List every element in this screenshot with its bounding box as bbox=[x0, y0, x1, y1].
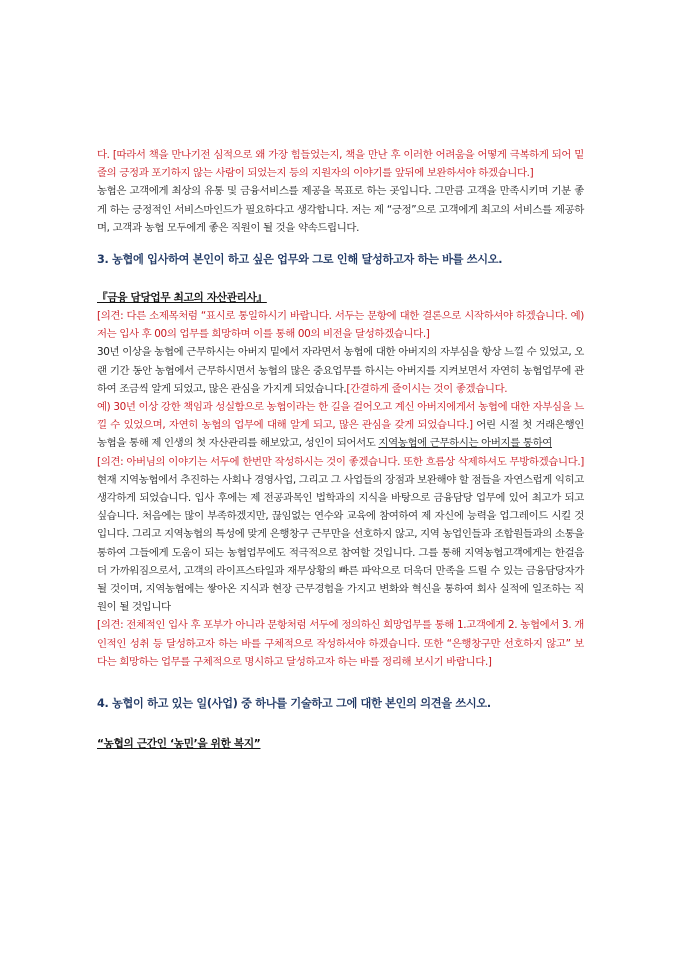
body-paragraph bbox=[97, 453, 584, 617]
reviewer-comment: 다. [따라서 책을 만나기전 심적으로 왜 가장 힘들었는지, 책을 만난 후 이러한 어려움을 어떻게 극복하게 되어 밑줄의 긍정과 포기하지 않는 사람이 되었는지 등의 지원자의 이야기를 앞뒤에 보완하셔야 하겠습니다.] bbox=[97, 149, 584, 180]
reviewer-comment-inline: [의견: 아버님의 이야기는 서두에 한번만 작성하시는 것이 좋겠습니다. 또한 흐름상 삭제하셔도 무방하겠습니다.] bbox=[97, 455, 584, 468]
body-text: 현재 지역농협에서 추진하는 사회나 경영사업, 그리고 그 사업들의 장점과 보완해야 할 점들을 자연스럽게 익히고 생각하게 되었습니다. 입사 후에는 제 전공과목인 법학과의 지식을 바탕으로 금융담당 업무에 있어 최고가 되고 싶습니다. 처음에는 많이 부족하겠지만, 끊임없는 연수와 교육에 참여하여 제 자신에 능력을 업그레이드 시킬 것 입니다. 그리고 지역농협의 특성에 맞게 은행창구 근무만을 선호하지 않고, 지역 농업인들과 조합원들과의 소통을 통하여 그들에게 도움이 되는 농협업무에도 적극적으로 참여할 것입니다. 그를 통해 지역농협고객에게는 한걸음 더 가까워짐으로서, 고객의 라이프스타일과 재무상황의 빠른 파악으로 더욱더 만족을 드릴 수 있는 금융담당자가 될 것이며, 지역농협에는 쌓아온 지식과 현장 근무경험을 가지고 변화와 혁신을 통하여 회사 실적에 일조하는 직원이 될 것입니다 bbox=[97, 473, 584, 614]
reviewer-comment-inline: 예) 30년 이상 강한 책임과 성실함으로 농협이라는 한 길을 걸어오고 계신 아버지에게서 농협에 대한 자부심을 느낄 수 있었으며, 자연히 농협의 업무에 대해 알게 되고, 많은 관심을 갖게 되었습니다.] bbox=[97, 401, 584, 432]
reviewer-comment: [의견: 다른 소제목처럼 “표시로 통일하시기 바랍니다. 서두는 문항에 대한 결론으로 시작하셔야 하겠습니다. 예) 저는 입사 후 00의 업무를 희망하며 이를 통해 00의 비전을 달성하겠습니다.] bbox=[97, 310, 584, 341]
body-paragraph bbox=[97, 398, 584, 453]
underlined-text: 지역농협에 근무하시는 아버지를 통하여 bbox=[378, 437, 552, 450]
body-text: 어린 시절 첫 거래은행인 농협을 통해 제 인생의 첫 자산관리를 해보았고, 성인이 되어서도 bbox=[97, 419, 584, 450]
body-text: 30년 이상을 농협에 근무하시는 아버지 밑에서 자라면서 농협에 대한 아버지의 자부심을 항상 느낄 수 있었고, 오랜 기간 동안 농협에서 근무하시면서 농협의 많은 중요업무를 하시는 아버지를 지켜보면서 자연히 농협업무에 관하여 조금씩 알게 되었고, 많은 관심을 가지게 되었습니다. bbox=[97, 346, 584, 395]
question-heading-4: 4. 농협이 하고 있는 일(사업) 중 하나를 기술하고 그에 대한 본인의 의견을 쓰시오. bbox=[97, 697, 491, 711]
question-heading-3: 3. 농협에 입사하여 본인이 하고 싶은 업무와 그로 인해 달성하고자 하는 바를 쓰시오. bbox=[97, 253, 503, 267]
body-paragraph: 농협은 고객에게 최상의 유통 및 금융서비스를 제공을 목표로 하는 곳입니다. 그만큼 고객을 만족시키며 기분 좋게 하는 긍정적인 서비스마인드가 필요하다고 생각합니다. 저는 제 “긍정”으로 고객에게 최고의 서비스를 제공하며, 고객과 농협 모두에게 좋은 직원이 될 것을 약속드립니다. bbox=[97, 185, 584, 234]
reviewer-comment: [의견: 전체적인 입사 후 포부가 아니라 문항처럼 서두에 정의하신 희망업무를 통해 1.고객에게 2. 농협에서 3. 개인적인 성취 등 달성하고자 하는 바를 구체적으로 작성하셔야 하겠습니다. 또한 “은행창구만 선호하지 않고” 보다는 희망하는 업무를 구체적으로 명시하고 달성하고자 하는 바를 정리해 보시기 바랍니다.] bbox=[97, 619, 584, 668]
subtitle-3: 『금융 담당업무 최고의 자산관리사』 bbox=[97, 292, 267, 305]
subtitle-4: “농협의 근간인 ‘농민’을 위한 복지” bbox=[97, 738, 261, 751]
body-paragraph bbox=[97, 343, 584, 398]
reviewer-comment-inline: [간결하게 줄이시는 것이 좋겠습니다. bbox=[346, 382, 508, 395]
